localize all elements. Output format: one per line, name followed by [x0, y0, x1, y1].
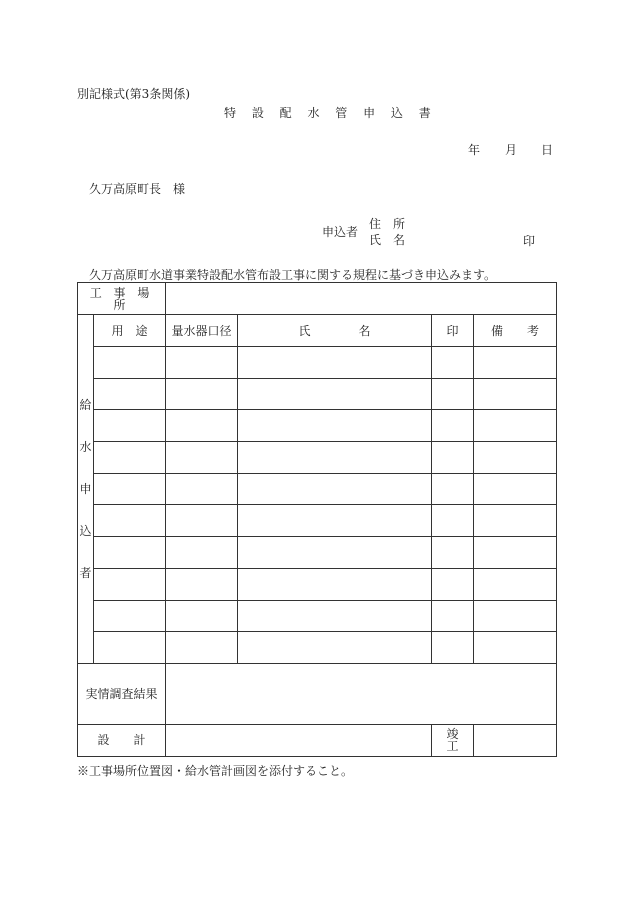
meter-size-cell[interactable]: [166, 410, 238, 442]
name-header: 氏 名: [238, 315, 432, 347]
name-cell[interactable]: [238, 473, 432, 505]
seal-cell[interactable]: [432, 442, 474, 474]
usage-header: 用 途: [94, 315, 166, 347]
table-row: [78, 568, 557, 600]
meter-size-cell[interactable]: [166, 505, 238, 537]
meter-size-cell[interactable]: [166, 568, 238, 600]
applicant-label: 申込者: [322, 225, 359, 239]
seal-cell[interactable]: [432, 600, 474, 632]
name-cell[interactable]: [238, 632, 432, 664]
usage-cell[interactable]: [94, 442, 166, 474]
remarks-cell[interactable]: [474, 442, 557, 474]
usage-cell[interactable]: [94, 378, 166, 410]
name-cell[interactable]: [238, 347, 432, 379]
usage-cell[interactable]: [94, 410, 166, 442]
completion-label: 竣 工: [432, 724, 474, 756]
remarks-header: 備 考: [474, 315, 557, 347]
remarks-cell[interactable]: [474, 473, 557, 505]
table-row: [78, 632, 557, 664]
usage-cell[interactable]: [94, 473, 166, 505]
completion-field[interactable]: [474, 724, 557, 756]
name-cell[interactable]: [238, 442, 432, 474]
remarks-cell[interactable]: [474, 347, 557, 379]
table-row: [78, 347, 557, 379]
construction-site-field[interactable]: [166, 283, 557, 315]
date-day-label: 日: [541, 143, 554, 157]
usage-cell[interactable]: [94, 600, 166, 632]
seal-cell[interactable]: [432, 473, 474, 505]
table-row: [78, 410, 557, 442]
design-completion-row: [78, 724, 557, 756]
design-label: 設 計: [78, 724, 166, 756]
table-row: [78, 378, 557, 410]
seal-cell[interactable]: [432, 632, 474, 664]
meter-size-cell[interactable]: [166, 378, 238, 410]
table-row: [78, 537, 557, 569]
survey-result-field[interactable]: [166, 663, 557, 724]
name-cell[interactable]: [238, 410, 432, 442]
name-cell[interactable]: [238, 378, 432, 410]
meter-size-cell[interactable]: [166, 632, 238, 664]
date-year-label: 年: [468, 143, 481, 157]
meter-size-header: 量水器口径: [166, 315, 238, 347]
remarks-cell[interactable]: [474, 568, 557, 600]
survey-result-label: 実情調査結果: [78, 663, 166, 724]
seal-cell[interactable]: [432, 568, 474, 600]
name-cell[interactable]: [238, 568, 432, 600]
table-row: [78, 600, 557, 632]
usage-cell[interactable]: [94, 537, 166, 569]
date-month-label: 月: [505, 143, 518, 157]
meter-size-cell[interactable]: [166, 442, 238, 474]
seal-cell[interactable]: [432, 347, 474, 379]
seal-cell[interactable]: [432, 410, 474, 442]
name-cell[interactable]: [238, 537, 432, 569]
name-cell[interactable]: [238, 505, 432, 537]
usage-cell[interactable]: [94, 568, 166, 600]
name-label: 氏 名: [369, 233, 406, 247]
meter-size-cell[interactable]: [166, 347, 238, 379]
recipient: 久万高原町長 様: [89, 182, 186, 196]
column-header-row: [78, 315, 557, 347]
construction-site-row: [78, 283, 557, 315]
footnote: ※工事場所位置図・給水管計画図を添付すること。: [77, 764, 354, 778]
meter-size-cell[interactable]: [166, 473, 238, 505]
table-row: [78, 505, 557, 537]
usage-cell[interactable]: [94, 505, 166, 537]
remarks-cell[interactable]: [474, 378, 557, 410]
application-statement: 久万高原町水道事業特設配水管布設工事に関する規程に基づき申込みます。: [89, 268, 497, 282]
document-title: 特 設 配 水 管 申 込 書: [224, 106, 437, 120]
remarks-cell[interactable]: [474, 537, 557, 569]
usage-cell[interactable]: [94, 632, 166, 664]
survey-result-row: [78, 663, 557, 724]
form-reference: 別記様式(第3条関係): [77, 87, 190, 101]
construction-site-label: 工 事 場 所: [78, 283, 166, 315]
address-label: 住 所: [369, 217, 406, 231]
table-row: [78, 473, 557, 505]
remarks-cell[interactable]: [474, 600, 557, 632]
table-row: [78, 442, 557, 474]
seal-header: 印: [432, 315, 474, 347]
application-table: [77, 282, 557, 757]
seal-mark: 印: [523, 234, 536, 248]
remarks-cell[interactable]: [474, 410, 557, 442]
remarks-cell[interactable]: [474, 505, 557, 537]
seal-cell[interactable]: [432, 537, 474, 569]
seal-cell[interactable]: [432, 378, 474, 410]
remarks-cell[interactable]: [474, 632, 557, 664]
meter-size-cell[interactable]: [166, 537, 238, 569]
meter-size-cell[interactable]: [166, 600, 238, 632]
usage-cell[interactable]: [94, 347, 166, 379]
design-field[interactable]: [166, 724, 432, 756]
name-cell[interactable]: [238, 600, 432, 632]
seal-cell[interactable]: [432, 505, 474, 537]
side-label: 給 水 申 込 者: [79, 397, 92, 580]
side-label-cell: [78, 315, 94, 664]
